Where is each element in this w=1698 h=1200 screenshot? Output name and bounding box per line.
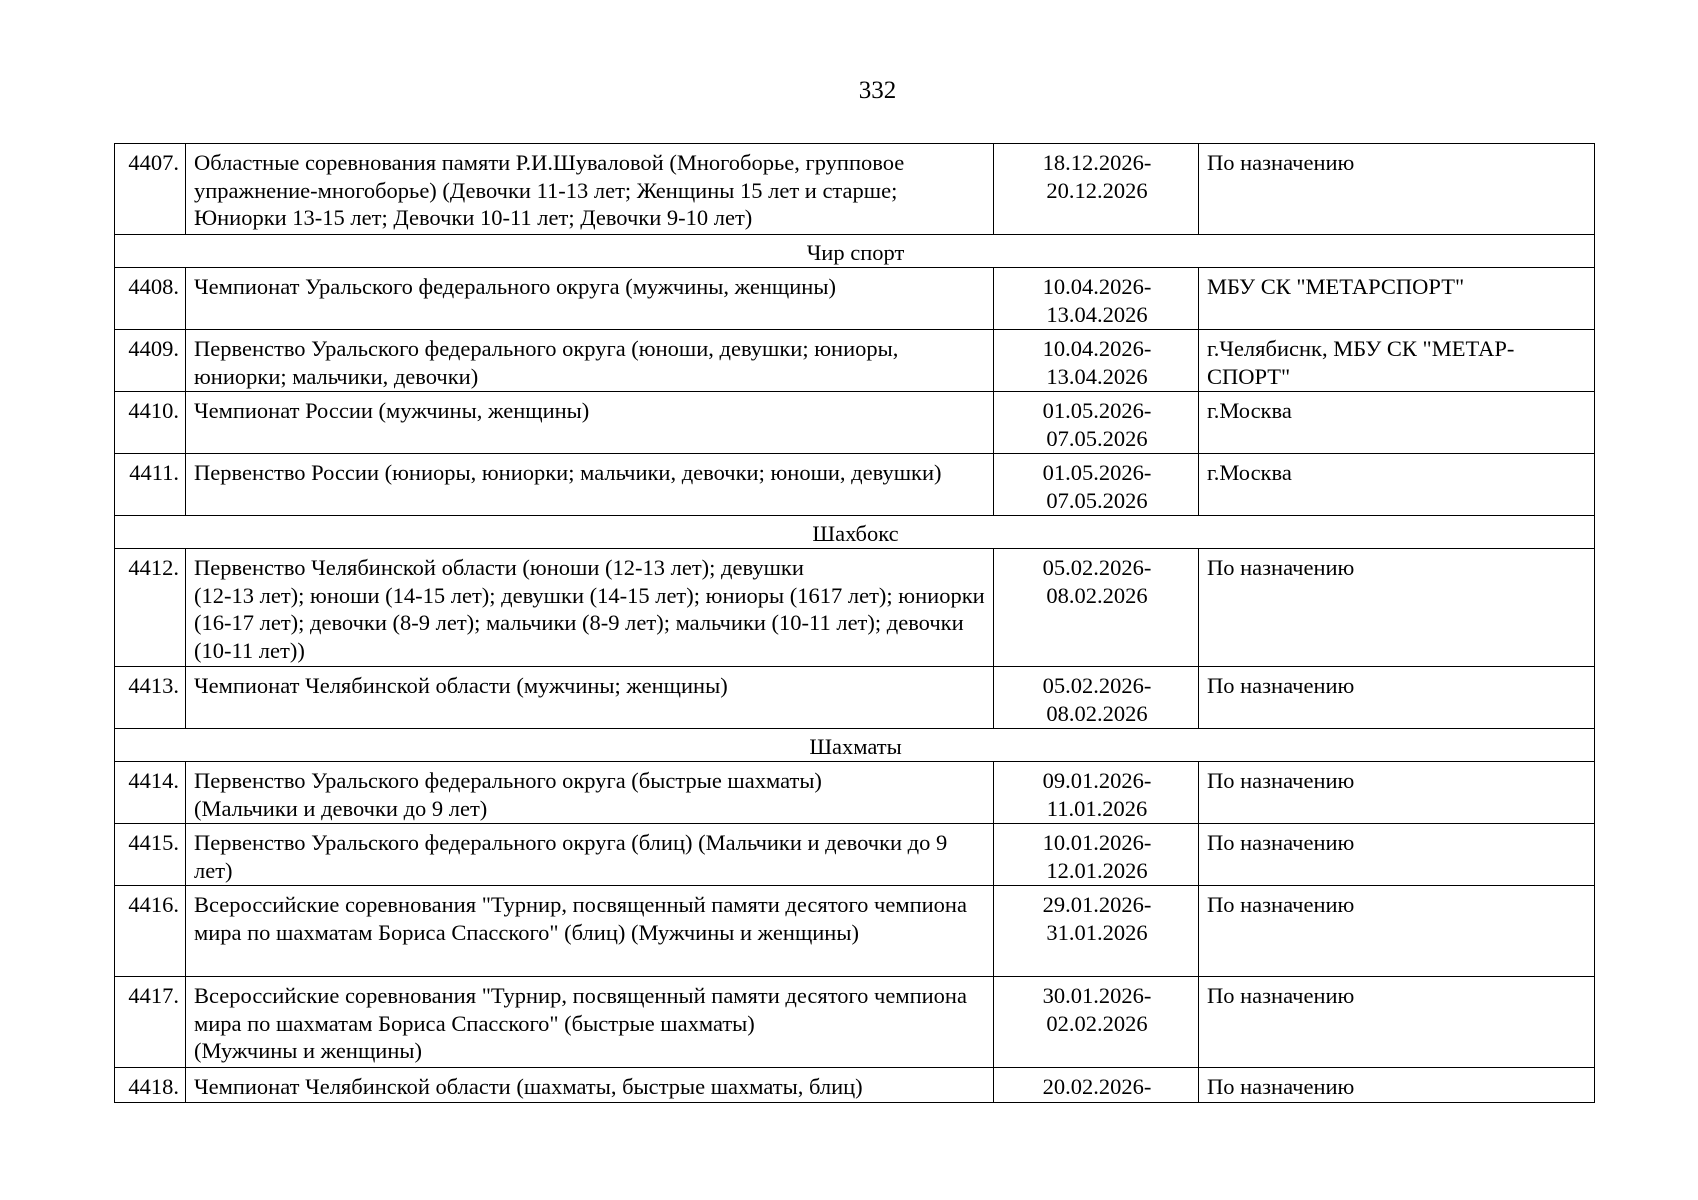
event-name: Всероссийские соревнования "Турнир, посвященный памяти десятого чемпиона мира по шахматам Бориса Спасского" (блиц) (Мужчины и женщины) xyxy=(186,886,994,977)
event-name: Первенство Уральского федерального округа (блиц) (Мальчики и девочки до 9 лет) xyxy=(186,824,994,886)
event-row xyxy=(115,824,1595,886)
event-venue: По назначению xyxy=(1199,549,1595,667)
event-row xyxy=(115,667,1595,729)
event-dates: 05.02.2026- 08.02.2026 xyxy=(994,667,1199,729)
event-dates: 01.05.2026- 07.05.2026 xyxy=(994,392,1199,454)
event-number: 4417. xyxy=(115,977,186,1068)
event-number: 4415. xyxy=(115,824,186,886)
event-row xyxy=(115,392,1595,454)
event-name: Чемпионат России (мужчины, женщины) xyxy=(186,392,994,454)
event-dates: 09.01.2026- 11.01.2026 xyxy=(994,762,1199,824)
event-venue: По назначению xyxy=(1199,762,1595,824)
event-name: Областные соревнования памяти Р.И.Шуваловой (Многоборье, групповое упражнение-многоборье) (Девочки 11-13 лет; Женщины 15 лет и старше; Юниорки 13-15 лет; Девочки 10-11 лет; Девочки 9-10 лет) xyxy=(186,144,994,235)
event-name: Первенство России (юниоры, юниорки; мальчики, девочки; юноши, девушки) xyxy=(186,454,994,516)
event-venue: г.Москва xyxy=(1199,454,1595,516)
event-row xyxy=(115,886,1595,977)
event-dates: 18.12.2026- 20.12.2026 xyxy=(994,144,1199,235)
event-dates: 29.01.2026- 31.01.2026 xyxy=(994,886,1199,977)
event-dates: 01.05.2026- 07.05.2026 xyxy=(994,454,1199,516)
events-table xyxy=(114,143,1595,1103)
event-name: Чемпионат Челябинской области (мужчины; женщины) xyxy=(186,667,994,729)
event-number: 4418. xyxy=(115,1068,186,1103)
event-name: Чемпионат Челябинской области (шахматы, быстрые шахматы, блиц) xyxy=(186,1068,994,1103)
event-name: Первенство Челябинской области (юноши (12-13 лет); девушки (12-13 лет); юноши (14-15 лет); девушки (14-15 лет); юниоры (1617 лет); юниорки (16-17 лет); девочки (8-9 лет); мальчики (8-9 лет); мальчики (10-11 лет); девочки (10-11 лет)) xyxy=(186,549,994,667)
event-venue: г.Москва xyxy=(1199,392,1595,454)
event-number: 4408. xyxy=(115,268,186,330)
section-title: Чир спорт xyxy=(115,235,1595,268)
section-header-row xyxy=(115,729,1595,762)
event-number: 4413. xyxy=(115,667,186,729)
event-venue: По назначению xyxy=(1199,824,1595,886)
event-row xyxy=(115,268,1595,330)
section-title: Шахматы xyxy=(115,729,1595,762)
event-venue: По назначению xyxy=(1199,667,1595,729)
event-dates: 30.01.2026- 02.02.2026 xyxy=(994,977,1199,1068)
event-row xyxy=(115,762,1595,824)
event-row xyxy=(115,454,1595,516)
event-row xyxy=(115,977,1595,1068)
event-dates: 20.02.2026- xyxy=(994,1068,1199,1103)
section-header-row xyxy=(115,516,1595,549)
event-number: 4416. xyxy=(115,886,186,977)
event-number: 4409. xyxy=(115,330,186,392)
event-dates: 05.02.2026- 08.02.2026 xyxy=(994,549,1199,667)
event-name: Первенство Уральского федерального округа (быстрые шахматы) (Мальчики и девочки до 9 лет) xyxy=(186,762,994,824)
event-number: 4414. xyxy=(115,762,186,824)
page-number: 332 xyxy=(858,77,897,104)
event-dates: 10.01.2026- 12.01.2026 xyxy=(994,824,1199,886)
event-venue: По назначению xyxy=(1199,886,1595,977)
event-venue: г.Челябиснк, МБУ СК "МЕТАР- СПОРТ" xyxy=(1199,330,1595,392)
event-venue: По назначению xyxy=(1199,144,1595,235)
event-row xyxy=(115,549,1595,667)
event-dates: 10.04.2026- 13.04.2026 xyxy=(994,268,1199,330)
event-number: 4411. xyxy=(115,454,186,516)
event-number: 4410. xyxy=(115,392,186,454)
event-name: Чемпионат Уральского федерального округа (мужчины, женщины) xyxy=(186,268,994,330)
event-venue: МБУ СК "МЕТАРСПОРТ" xyxy=(1199,268,1595,330)
event-name: Первенство Уральского федерального округа (юноши, девушки; юниоры, юниорки; мальчики, девочки) xyxy=(186,330,994,392)
event-venue: По назначению xyxy=(1199,1068,1595,1103)
section-header-row xyxy=(115,235,1595,268)
event-row xyxy=(115,330,1595,392)
event-dates: 10.04.2026- 13.04.2026 xyxy=(994,330,1199,392)
event-row xyxy=(115,1068,1595,1103)
event-name: Всероссийские соревнования "Турнир, посвященный памяти десятого чемпиона мира по шахматам Бориса Спасского" (быстрые шахматы) (Мужчины и женщины) xyxy=(186,977,994,1068)
event-number: 4407. xyxy=(115,144,186,235)
section-title: Шахбокс xyxy=(115,516,1595,549)
event-row xyxy=(115,144,1595,235)
event-number: 4412. xyxy=(115,549,186,667)
event-venue: По назначению xyxy=(1199,977,1595,1068)
events-table-body xyxy=(115,144,1595,1103)
